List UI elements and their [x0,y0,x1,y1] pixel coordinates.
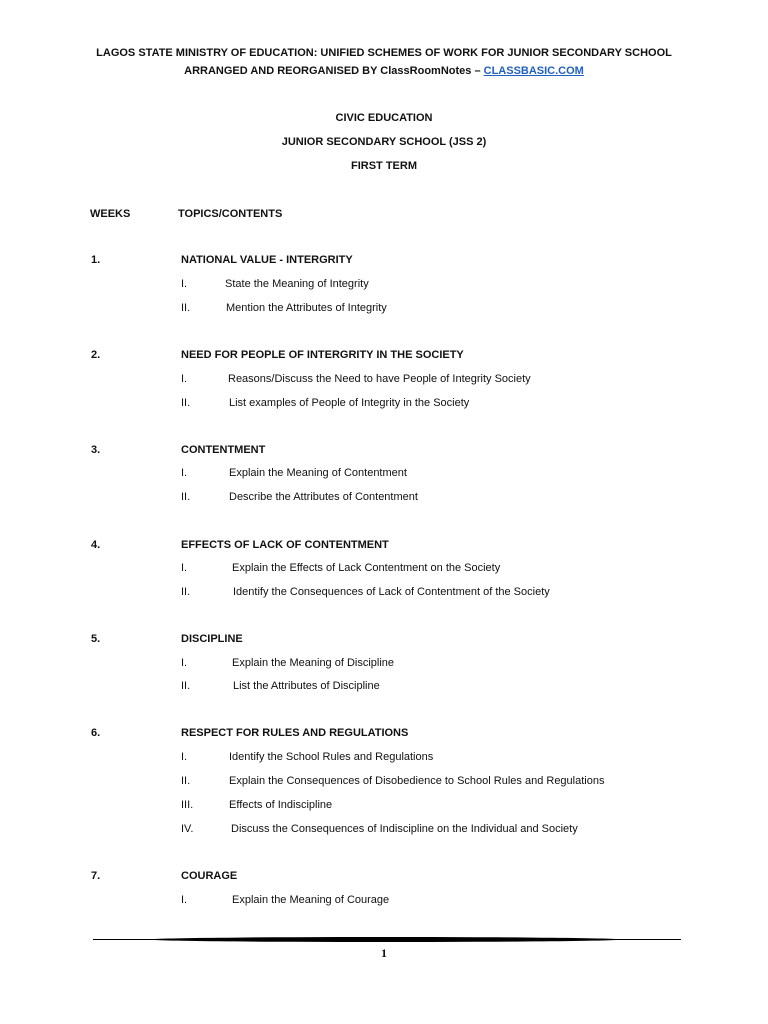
term-title: FIRST TERM [351,160,417,172]
week-topic: DISCIPLINE [181,633,243,645]
header-line-1: LAGOS STATE MINISTRY OF EDUCATION: UNIFIED SCHEMES OF WORK FOR JUNIOR SECONDARY SCHOOL [96,47,672,59]
subject-title: CIVIC EDUCATION [335,112,433,124]
item-text: Explain the Meaning of Discipline [232,657,395,669]
item-text: Effects of Indiscipline [229,799,333,811]
footer-rule-accent [150,937,620,942]
week-number: 2. [91,349,101,361]
item-roman: I. [181,562,188,574]
item-text: Discuss the Consequences of Indiscipline on the Individual and Society [231,823,578,835]
classbasic-link[interactable]: CLASSBASIC.COM [483,65,584,77]
item-roman: II. [181,775,191,787]
item-text: Mention the Attributes of Integrity [226,302,387,314]
item-roman: II. [181,302,191,314]
week-topic: CONTENTMENT [181,444,266,456]
item-text: List the Attributes of Discipline [233,680,380,692]
item-text: Reasons/Discuss the Need to have People of Integrity Society [228,373,531,385]
week-number: 5. [91,633,101,645]
week-number: 3. [91,444,101,456]
item-roman: II. [181,586,191,598]
week-number: 4. [91,539,101,551]
item-roman: II. [181,491,191,503]
item-roman: I. [181,894,188,906]
item-text: Explain the Meaning of Contentment [229,467,407,479]
header-line-2 [0,65,768,77]
item-text: State the Meaning of Integrity [225,278,369,290]
week-topic: COURAGE [181,870,238,882]
week-number: 6. [91,727,101,739]
item-roman: II. [181,680,191,692]
item-roman: III. [181,799,194,811]
weeks-column-heading: WEEKS [90,208,131,220]
item-roman: I. [181,751,188,763]
item-text: Explain the Consequences of Disobedience to School Rules and Regulations [229,775,605,787]
item-roman: II. [181,397,191,409]
item-text: Explain the Effects of Lack Contentment on the Society [232,562,501,574]
week-number: 1. [91,254,101,266]
item-text: Explain the Meaning of Courage [232,894,390,906]
topics-column-heading: TOPICS/CONTENTS [178,208,283,220]
week-number: 7. [91,870,101,882]
class-title: JUNIOR SECONDARY SCHOOL (JSS 2) [281,136,487,148]
week-topic: NEED FOR PEOPLE OF INTERGRITY IN THE SOCIETY [181,349,464,361]
week-topic: EFFECTS OF LACK OF CONTENTMENT [181,539,389,551]
week-topic: RESPECT FOR RULES AND REGULATIONS [181,727,409,739]
item-roman: IV. [181,823,194,835]
item-roman: I. [181,467,188,479]
item-text: Identify the School Rules and Regulations [229,751,434,763]
item-roman: I. [181,657,188,669]
item-text: Identify the Consequences of Lack of Contentment of the Society [233,586,550,598]
item-roman: I. [181,278,188,290]
week-topic: NATIONAL VALUE - INTERGRITY [181,254,353,266]
item-roman: I. [181,373,188,385]
page-number: 1 [381,946,387,960]
header-arranged-by: ARRANGED AND REORGANISED BY ClassRoomNotes – [184,65,484,77]
item-text: Describe the Attributes of Contentment [229,491,418,503]
item-text: List examples of People of Integrity in the Society [229,397,470,409]
